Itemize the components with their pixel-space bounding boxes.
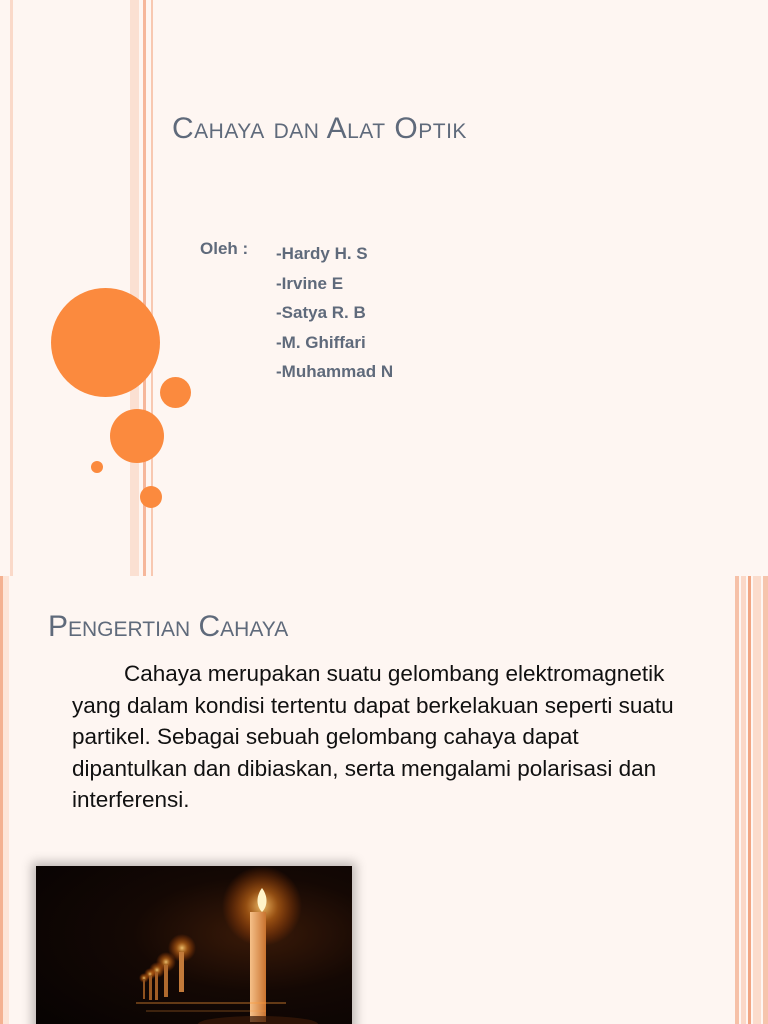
candles-photo [36, 866, 352, 1024]
decor-stripe [735, 576, 739, 1024]
presentation-title: Cahaya dan Alat Optik [172, 112, 467, 145]
decor-stripe [741, 576, 746, 1024]
decor-stripe [753, 576, 761, 1024]
author-name: -M. Ghiffari [276, 332, 366, 352]
section-title: Pengertian Cahaya [48, 610, 289, 643]
author-name: -Irvine E [276, 273, 344, 293]
author-list [276, 239, 393, 387]
decor-stripe [748, 576, 751, 1024]
decor-stripe [130, 0, 139, 576]
decor-circle-large [51, 288, 160, 397]
decor-circle-small [140, 486, 162, 508]
candles-illustration [36, 866, 352, 1024]
decor-circle-medium [110, 409, 164, 463]
author-name: -Hardy H. S [276, 244, 368, 263]
content-slide [0, 576, 768, 1024]
author-name: -Satya R. B [276, 303, 366, 322]
definition-text: Cahaya merupakan suatu gelombang elektromagnetik yang dalam kondisi tertentu dapat berkelakuan seperti suatu partikel. Sebagai sebuah gelombang cahaya dapat dipantulkan dan dibiaskan, serta mengalami polarisasi dan interferensi. [72, 661, 674, 813]
author-label: Oleh : [200, 239, 249, 258]
decor-stripe [763, 576, 768, 1024]
author-name: -Muhammad N [276, 362, 394, 381]
decor-circle-tiny [91, 461, 103, 473]
decor-stripe [3, 576, 9, 1024]
decor-stripe [10, 0, 13, 576]
decor-circle-small [160, 377, 191, 408]
